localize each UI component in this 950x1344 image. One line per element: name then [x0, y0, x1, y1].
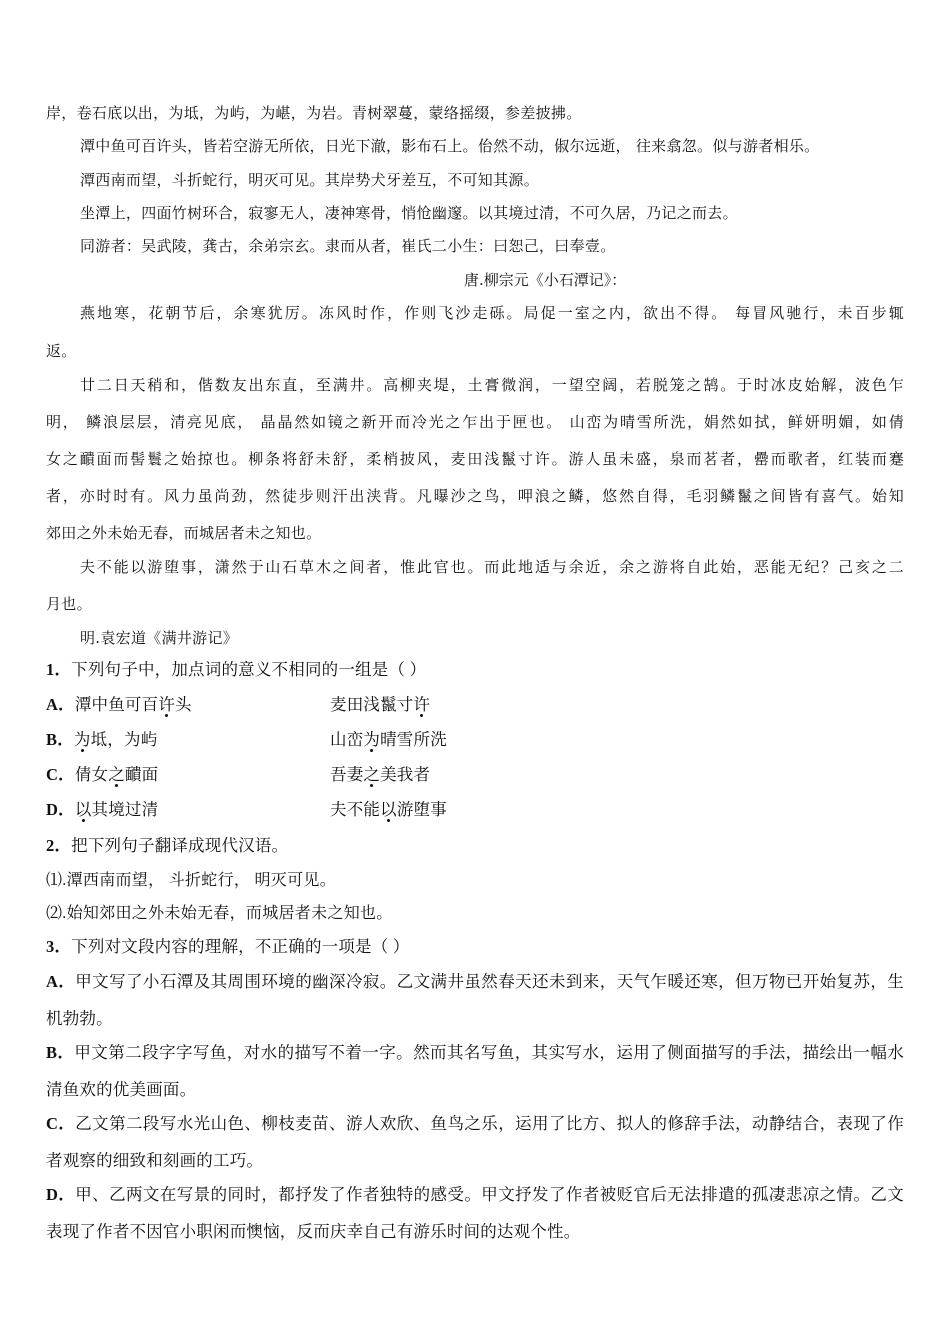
question-3 — [46, 937, 904, 957]
option-pair-b — [330, 765, 430, 785]
option-text: 晴雪所洗 — [380, 730, 447, 749]
option-text: 乙文第二段写水光山色、柳枝麦苗、游人欢欣、鱼鸟之乐，运用了比方、拟人的修辞手法，动静结合，表现了作 — [75, 1114, 904, 1133]
passage-b-line: 郊田之外未始无春，而城居者未之知也。 — [46, 524, 322, 542]
q1-option-b — [46, 730, 904, 750]
q3-option-b — [46, 1043, 904, 1063]
option-text: 倩女 — [74, 765, 109, 784]
question-number: 3． — [46, 937, 72, 956]
option-text: 潭中鱼可百 — [74, 695, 159, 714]
option-label: C． — [46, 1114, 76, 1133]
question-stem: 把下列句子翻译成现代汉语。 — [71, 836, 289, 855]
option-text: 甲文第二段字字写鱼，对水的描写不着一字。然而其名写鱼，其实写水，运用了侧面描写的手法，描绘出一幅水 — [74, 1043, 905, 1062]
passage-b-line: 明， 鳞浪层层，清亮见底， 晶晶然如镜之新开而冷光之乍出于匣也。 山峦为晴雪所洗，娟然如拭，鲜妍明媚，如倩 — [46, 413, 904, 431]
passage-b-paragraph: 燕地寒，花朝节后，余寒犹厉。冻风时作，作则飞沙走砾。局促一室之内，欲出不得。 每冒风驰行，未百步辄 — [80, 304, 904, 322]
dotted-word: 为 — [363, 730, 381, 749]
question-number: 2． — [46, 836, 72, 855]
option-label: C． — [46, 765, 75, 784]
option-text: 游堕事 — [396, 800, 447, 819]
passage-b-paragraph: 夫不能以游堕事，潇然于山石草木之间者，惟此官也。而此地适与余近，余之游将自此始，恶能无纪？己亥之二 — [80, 558, 904, 576]
q1-option-a — [46, 695, 904, 715]
question-1 — [46, 660, 904, 680]
option-label: B． — [46, 730, 74, 749]
dotted-word: 以 — [74, 800, 92, 819]
option-pair-b — [330, 800, 447, 820]
dotted-word: 之 — [108, 765, 125, 784]
q3-option-d-cont: 表现了作者不因官小职闲而懊恼，反而庆幸自己有游乐时间的达观个性。 — [46, 1222, 581, 1241]
question-stem: 下列句子中，加点词的意义不相同的一组是（ ） — [71, 660, 427, 679]
q2-sentence-1: ⑴.潭西南而望， 斗折蛇行， 明灭可见。 — [46, 872, 337, 889]
passage-b-paragraph: 廿二日天稍和，偕数友出东直，至满井。高柳夹堤，土膏微润，一望空阔，若脱笼之鹄。于时冰皮始解，波色乍 — [80, 376, 904, 394]
option-text: 靧面 — [124, 765, 159, 784]
passage-a-paragraph: 坐潭上，四面竹树环合，寂寥无人，凄神寒骨，悄怆幽邃。以其境过清，不可久居，乃记之而去。 — [80, 204, 738, 222]
option-text: 甲文写了小石潭及其周围环境的幽深冷寂。乙文满井虽然春天还未到来，天气乍暖还寒，但万物已开始复苏，生 — [75, 972, 904, 991]
dotted-word: 许 — [158, 695, 176, 714]
dotted-word: 为 — [73, 730, 91, 749]
passage-a-line: 岸，卷石底以出，为坻，为屿，为嵁，为岩。青树翠蔓，蒙络摇缀，参差披拂。 — [46, 104, 582, 122]
passage-a-paragraph: 潭中鱼可百许头，皆若空游无所依，日光下澈，影布石上。佁然不动，俶尔远逝， 往来翕忽。似与游者相乐。 — [80, 137, 820, 155]
q3-option-a — [46, 972, 904, 992]
passage-a-paragraph: 同游者：吴武陵，龚古，余弟宗玄。隶而从者，崔氏二小生：曰恕己，曰奉壹。 — [80, 237, 616, 255]
passage-a-paragraph: 潭西南而望，斗折蛇行，明灭可见。其岸势犬牙差互，不可知其源。 — [80, 171, 540, 189]
passage-b-source: 明.袁宏道《满井游记》 — [80, 629, 239, 647]
option-label: B． — [46, 1043, 75, 1062]
q3-option-d — [46, 1185, 904, 1205]
dotted-word: 许 — [413, 695, 431, 714]
option-text: 山峦 — [330, 730, 364, 749]
q2-sentence-2: ⑵.始知郊田之外未始无春，而城居者未之知也。 — [46, 905, 393, 922]
option-label: A． — [46, 695, 75, 714]
q3-option-c-cont: 者观察的细致和刻画的工巧。 — [46, 1151, 264, 1170]
q3-option-a-cont: 机勃勃。 — [46, 1009, 113, 1028]
option-label: A． — [46, 972, 76, 991]
option-pair-b — [330, 730, 447, 750]
q3-option-c — [46, 1114, 904, 1134]
option-text: 麦田浅鬣寸 — [330, 695, 414, 714]
option-label: D． — [46, 800, 75, 819]
option-text: 吾妻 — [330, 765, 364, 784]
option-text: 头 — [175, 695, 192, 714]
option-text: 美我者 — [380, 765, 431, 784]
question-2 — [46, 836, 904, 856]
option-text: 其境过清 — [91, 800, 159, 819]
dotted-word: 之 — [363, 765, 381, 784]
question-stem: 下列对文段内容的理解，不正确的一项是（ ） — [71, 937, 410, 956]
option-text: 甲、乙两文在写景的同时，都抒发了作者独特的感受。甲文抒发了作者被贬官后无法排遣的孤凄悲凉之情。乙文 — [75, 1185, 904, 1204]
q1-option-c — [46, 765, 904, 785]
passage-b-line: 者，亦时时有。风力虽尚劲，然徒步则汗出浃背。凡曝沙之鸟，呷浪之鳞，悠然自得，毛羽鳞鬣之间皆有喜气。始知 — [46, 487, 904, 505]
option-label: D． — [46, 1185, 76, 1204]
passage-b-line: 返。 — [46, 342, 77, 360]
question-number: 1． — [46, 660, 72, 679]
passage-a-source: 唐.柳宗元《小石潭记》： — [464, 271, 627, 289]
option-text: 夫不能 — [330, 800, 381, 819]
q1-option-d — [46, 800, 904, 820]
passage-b-line: 女之靧面而髻鬟之始掠也。柳条将舒未舒，柔梢披风，麦田浅鬣寸许。游人虽未盛，泉而茗者，罍而歌者，红装而蹇 — [46, 450, 904, 468]
dotted-word: 以 — [380, 800, 397, 819]
passage-b-line: 月也。 — [46, 595, 92, 613]
option-text: 坻，为屿 — [90, 730, 158, 749]
option-pair-b — [330, 695, 430, 715]
q3-option-b-cont: 清鱼欢的优美画面。 — [46, 1080, 197, 1099]
